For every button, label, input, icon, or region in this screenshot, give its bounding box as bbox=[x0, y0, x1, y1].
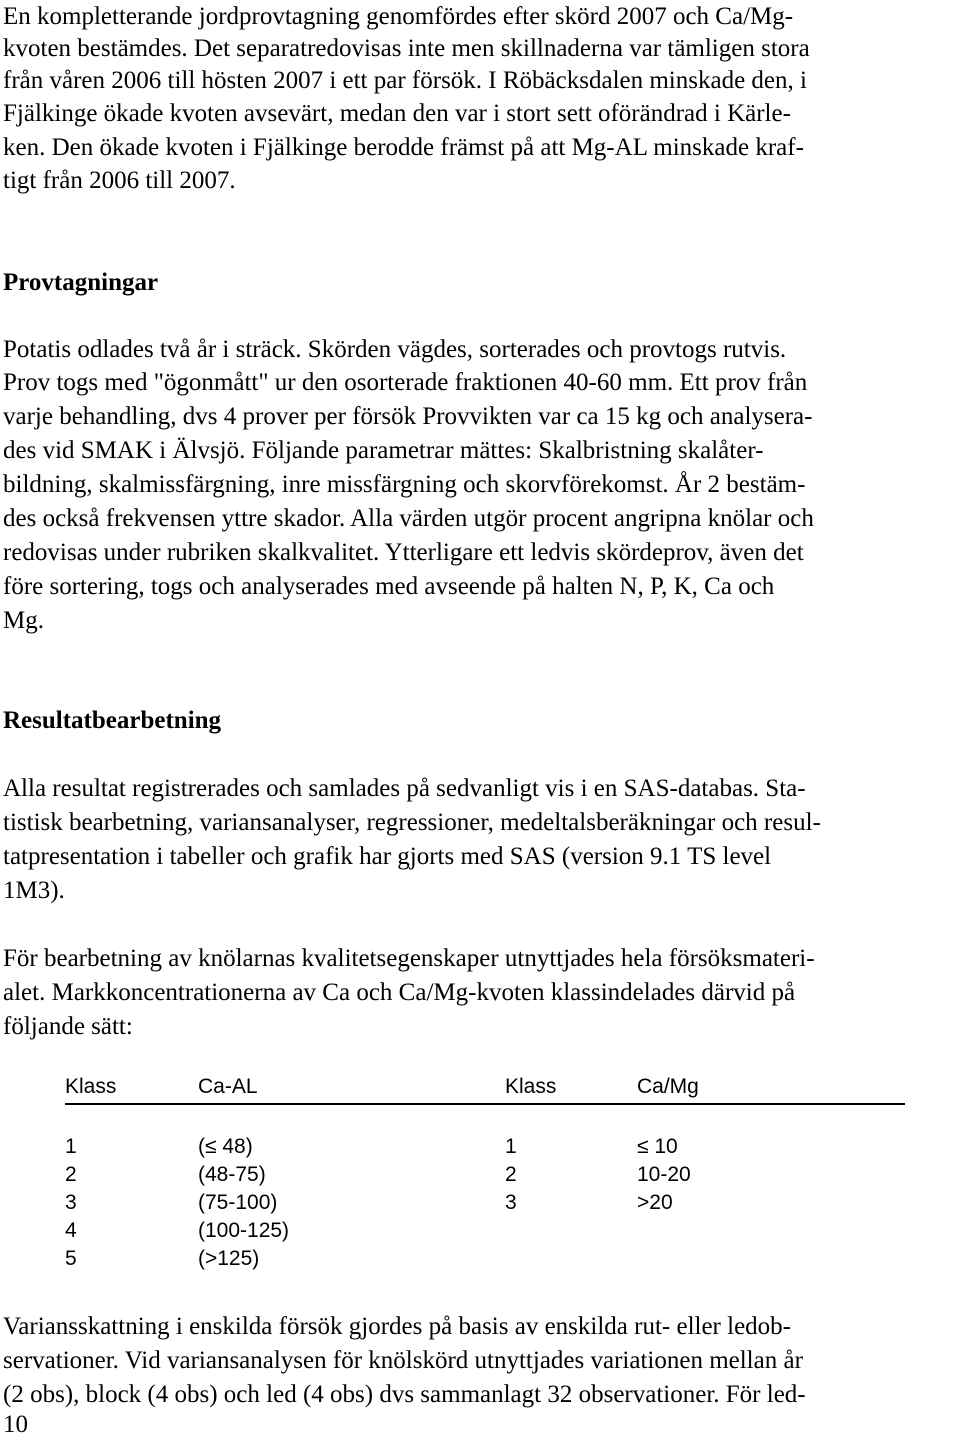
body-line: Alla resultat registrerades och samlades på sedvanligt vis i en SAS-databas. Sta- bbox=[3, 775, 806, 802]
table-cell: ≤ 10 bbox=[637, 1135, 678, 1158]
body-line: redovisas under rubriken skalkvalitet. Ytterligare ett ledvis skördeprov, även det bbox=[3, 539, 804, 566]
body-line: Mg. bbox=[3, 607, 44, 634]
table-header-klass: Klass bbox=[65, 1075, 117, 1098]
section-heading-resultatbearbetning: Resultatbearbetning bbox=[3, 707, 222, 734]
table-cell: (≤ 48) bbox=[198, 1135, 253, 1158]
table-cell: 10-20 bbox=[637, 1163, 691, 1186]
body-line: tistisk bearbetning, variansanalyser, regressioner, medeltalsberäkningar och resul- bbox=[3, 809, 821, 836]
table-cell: 5 bbox=[65, 1247, 77, 1270]
body-line: före sortering, togs och analyserades med avseende på halten N, P, K, Ca och bbox=[3, 573, 775, 600]
table-cell: 4 bbox=[65, 1219, 77, 1242]
body-line: 1M3). bbox=[3, 877, 65, 904]
section-heading-provtagningar: Provtagningar bbox=[3, 269, 159, 296]
intro-line: Fjälkinge ökade kvoten avsevärt, medan den var i stort sett oförändrad i Kärle- bbox=[3, 100, 791, 127]
intro-line: En kompletterande jordprovtagning genomfördes efter skörd 2007 och Ca/Mg- bbox=[3, 3, 794, 30]
table-header-klass-2: Klass bbox=[505, 1075, 557, 1098]
body-line: servationer. Vid variansanalysen för knölskörd utnyttjades variationen mellan år bbox=[3, 1347, 803, 1374]
body-line: Prov togs med "ögonmått" ur den osorterade fraktionen 40-60 mm. Ett prov från bbox=[3, 369, 808, 396]
intro-line: kvoten bestämdes. Det separatredovisas inte men skillnaderna var tämligen stora bbox=[3, 35, 810, 62]
page-number: 10 bbox=[3, 1411, 28, 1438]
table-header-ca-al: Ca-AL bbox=[198, 1075, 258, 1098]
table-cell: 1 bbox=[505, 1135, 517, 1158]
table-header-ca-mg: Ca/Mg bbox=[637, 1075, 699, 1098]
body-line: bildning, skalmissfärgning, inre missfärgning och skorvförekomst. År 2 bestäm- bbox=[3, 471, 806, 498]
body-line: Potatis odlades två år i sträck. Skörden vägdes, sorterades och provtogs rutvis. bbox=[3, 336, 787, 363]
body-line: tatpresentation i tabeller och grafik har gjorts med SAS (version 9.1 TS level bbox=[3, 843, 772, 870]
table-cell: (48-75) bbox=[198, 1163, 266, 1186]
table-cell: 2 bbox=[505, 1163, 517, 1186]
table-cell: 1 bbox=[65, 1135, 77, 1158]
table-header-rule bbox=[65, 1103, 905, 1105]
body-line: följande sätt: bbox=[3, 1013, 133, 1040]
body-line: För bearbetning av knölarnas kvalitetsegenskaper utnyttjades hela försöksmateri- bbox=[3, 945, 815, 972]
table-cell: >20 bbox=[637, 1191, 673, 1214]
table-cell: 3 bbox=[505, 1191, 517, 1214]
intro-line: tigt från 2006 till 2007. bbox=[3, 167, 236, 194]
body-line: des också frekvensen yttre skador. Alla värden utgör procent angripna knölar och bbox=[3, 505, 814, 532]
table-cell: (75-100) bbox=[198, 1191, 278, 1214]
intro-line: ken. Den ökade kvoten i Fjälkinge berodde främst på att Mg-AL minskade kraf- bbox=[3, 134, 804, 161]
body-line: varje behandling, dvs 4 prover per försök Provvikten var ca 15 kg och analysera- bbox=[3, 403, 813, 430]
body-line: Variansskattning i enskilda försök gjordes på basis av enskilda rut- eller ledob- bbox=[3, 1313, 792, 1340]
table-cell: 3 bbox=[65, 1191, 77, 1214]
body-line: des vid SMAK i Älvsjö. Följande parametrar mättes: Skalbristning skalåter- bbox=[3, 437, 764, 464]
intro-line: från våren 2006 till hösten 2007 i ett par försök. I Röbäcksdalen minskade den, i bbox=[3, 67, 807, 94]
body-line: (2 obs), block (4 obs) och led (4 obs) dvs sammanlagt 32 observationer. För led- bbox=[3, 1381, 806, 1408]
body-line: alet. Markkoncentrationerna av Ca och Ca/Mg-kvoten klassindelades därvid på bbox=[3, 979, 796, 1006]
table-cell: (100-125) bbox=[198, 1219, 290, 1242]
table-cell: (>125) bbox=[198, 1247, 260, 1270]
table-cell: 2 bbox=[65, 1163, 77, 1186]
